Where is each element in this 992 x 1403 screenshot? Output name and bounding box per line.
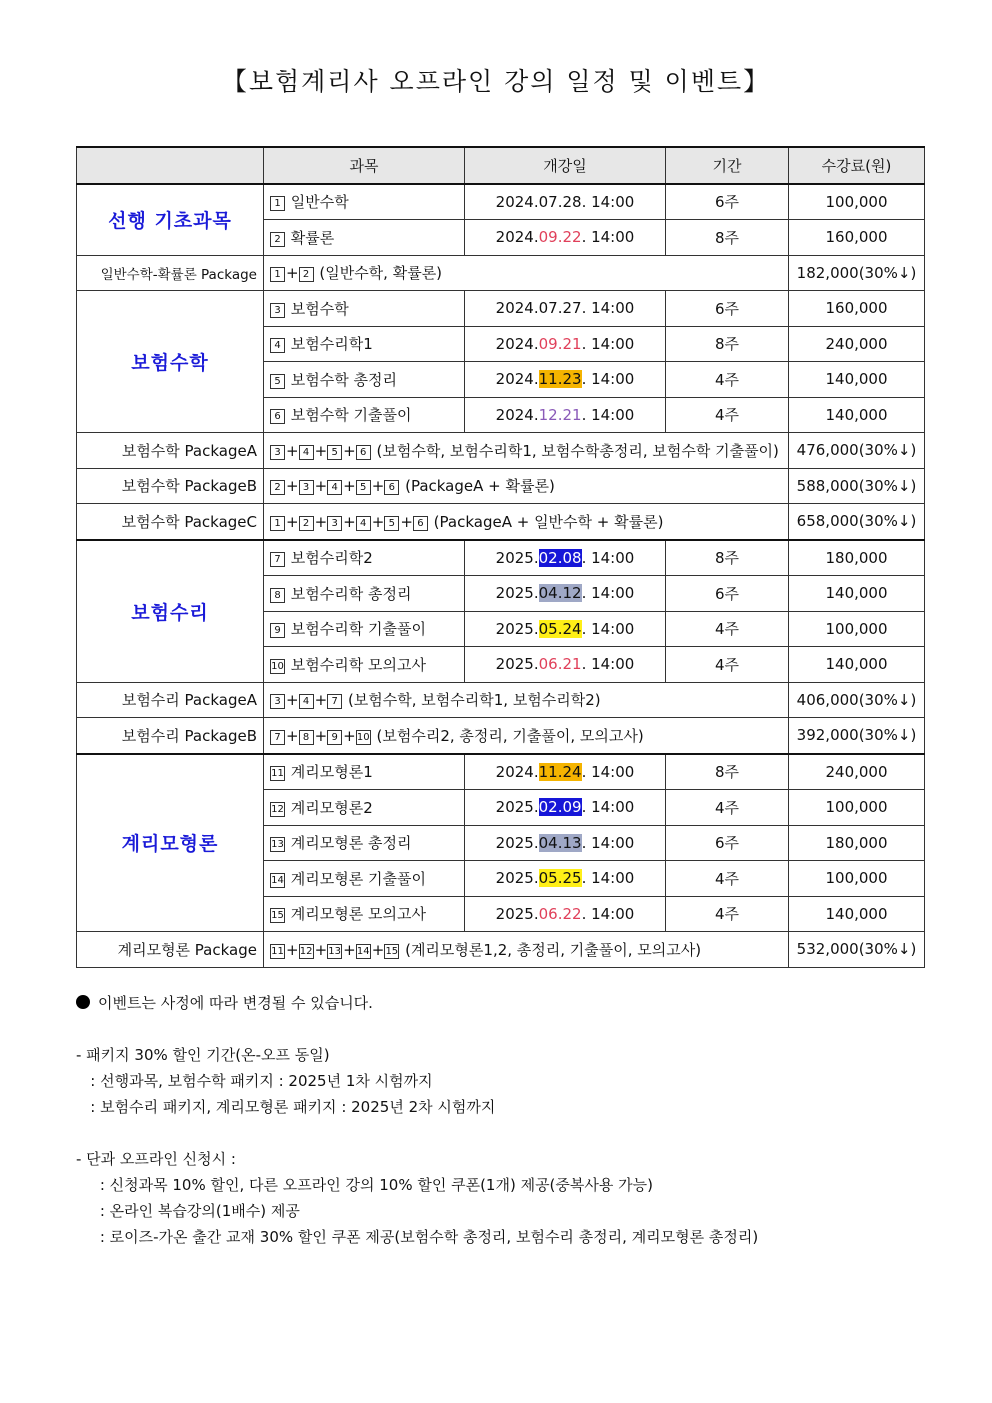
number-box: 11: [271, 945, 284, 957]
header-start-date: 개강일: [465, 147, 666, 184]
start-date: 2024.09.22. 14:00: [465, 220, 666, 256]
number-box: 9: [270, 623, 285, 638]
fee: 160,000: [789, 220, 925, 256]
number-box: 2: [299, 516, 314, 531]
package-fee: 476,000(30%↓): [789, 433, 925, 469]
fee: 100,000: [789, 611, 925, 647]
package-fee: 588,000(30%↓): [789, 468, 925, 504]
period: 8주: [666, 540, 789, 576]
package-desc: 7 + 8 + 9 +10 (보험수리2, 총정리, 기출풀이, 모의고사): [264, 718, 789, 754]
package-name: 일반수학-확률론 Package: [77, 255, 264, 291]
number-box: 11: [271, 768, 284, 780]
section-label: 보험수리: [77, 540, 264, 683]
note-line: : 선행과목, 보험수학 패키지 : 2025년 1차 시험까지: [76, 1072, 433, 1090]
course-name: 확률론: [290, 228, 335, 247]
package-desc: 2 + 3 + 4 + 5 + 6 (PackageA + 확률론): [264, 468, 789, 504]
start-date: 2025.02.09. 14:00: [465, 790, 666, 826]
fee: 180,000: [789, 540, 925, 576]
start-date: 2025.06.22. 14:00: [465, 896, 666, 932]
note-line: - 단과 오프라인 신청시 :: [76, 1150, 236, 1168]
package-row: [77, 468, 925, 504]
period: 4주: [666, 861, 789, 897]
package-name: 보험수학 PackageC: [77, 504, 264, 540]
number-box: 7: [270, 730, 285, 745]
package-fee: 182,000(30%↓): [789, 255, 925, 291]
period: 8주: [666, 326, 789, 362]
section-label: 계리모형론: [77, 754, 264, 932]
note-line: 이벤트는 사정에 따라 변경될 수 있습니다.: [76, 990, 758, 1016]
number-box: 7: [270, 552, 285, 567]
fee: 100,000: [789, 790, 925, 826]
number-box: 4: [299, 445, 314, 460]
fee: 240,000: [789, 754, 925, 790]
period: 4주: [666, 790, 789, 826]
number-box: 3: [270, 694, 285, 709]
number-box: 10: [356, 731, 370, 743]
bullet-icon: [76, 995, 90, 1009]
fee: 140,000: [789, 896, 925, 932]
number-box: 1: [270, 196, 285, 211]
number-box: 2: [299, 267, 314, 282]
period: 6주: [666, 576, 789, 612]
table-row: [77, 540, 925, 576]
number-box: 13: [271, 839, 284, 851]
period: 4주: [666, 362, 789, 398]
package-fee: 532,000(30%↓): [789, 932, 925, 968]
package-name: 계리모형론 Package: [77, 932, 264, 968]
number-box: 3: [270, 445, 285, 460]
number-box: 3: [270, 303, 285, 318]
package-row: [77, 504, 925, 540]
start-date: 2024.11.24. 14:00: [465, 754, 666, 790]
number-box: 8: [270, 588, 285, 603]
start-date: 2024.12.21. 14:00: [465, 397, 666, 433]
start-date: 2025.06.21. 14:00: [465, 647, 666, 683]
start-date: 2025.05.24. 14:00: [465, 611, 666, 647]
package-desc: 3 + 4 + 7 (보험수학, 보험수리학1, 보험수리학2): [264, 682, 789, 718]
period: 6주: [666, 184, 789, 220]
period: 4주: [666, 397, 789, 433]
period: 6주: [666, 291, 789, 327]
course-name: 계리모형론 기출풀이: [290, 869, 426, 888]
package-row: [77, 682, 925, 718]
number-box: 6: [384, 480, 399, 495]
section-label: 보험수학: [77, 291, 264, 433]
course-name: 일반수학: [290, 193, 349, 212]
course-name: 보험수리학 총정리: [290, 584, 412, 603]
package-name: 보험수학 PackageA: [77, 433, 264, 469]
note-line: : 온라인 복습강의(1배수) 제공: [76, 1202, 300, 1220]
course-name: 보험수리학 모의고사: [290, 655, 426, 674]
package-desc: 1 + 2 + 3 + 4 + 5 + 6 (PackageA + 일반수학 + 확률론): [264, 504, 789, 540]
number-box: 4: [299, 694, 314, 709]
number-box: 2: [270, 480, 285, 495]
fee: 140,000: [789, 647, 925, 683]
number-box: 9: [327, 730, 342, 745]
period: 4주: [666, 611, 789, 647]
package-desc: 1 + 2 (일반수학, 확률론): [264, 255, 789, 291]
section-label: 선행 기초과목: [77, 184, 264, 256]
package-name: 보험수학 PackageB: [77, 468, 264, 504]
note-line: : 신청과목 10% 할인, 다른 오프라인 강의 10% 할인 쿠폰(1개) 제공(중복사용 가능): [76, 1176, 653, 1194]
fee: 100,000: [789, 184, 925, 220]
package-fee: 406,000(30%↓): [789, 682, 925, 718]
number-box: 15: [385, 945, 399, 957]
start-date: 2025.04.12. 14:00: [465, 576, 666, 612]
period: 4주: [666, 647, 789, 683]
fee: 140,000: [789, 576, 925, 612]
fee: 180,000: [789, 825, 925, 861]
course-name: 보험수리학1: [290, 335, 373, 354]
start-date: 2025.04.13. 14:00: [465, 825, 666, 861]
package-desc: 11 +12 +13 +14 +15 (계리모형론1,2, 총정리, 기출풀이, 모의고사): [264, 932, 789, 968]
number-box: 4: [356, 516, 371, 531]
course-name: 보험수학 총정리: [290, 370, 397, 389]
start-date: 2024.11.23. 14:00: [465, 362, 666, 398]
start-date: 2024.07.28. 14:00: [465, 184, 666, 220]
package-name: 보험수리 PackageA: [77, 682, 264, 718]
number-box: 3: [299, 480, 314, 495]
number-box: 4: [270, 338, 285, 353]
number-box: 8: [299, 730, 314, 745]
number-box: 14: [356, 945, 370, 957]
number-box: 12: [271, 803, 284, 815]
header-empty: [77, 147, 264, 184]
course-name: 보험수학 기출풀이: [290, 406, 412, 425]
number-box: 2: [270, 232, 285, 247]
header-fee: 수강료(원): [789, 147, 925, 184]
package-row: [77, 932, 925, 968]
fee: 160,000: [789, 291, 925, 327]
start-date: 2025.02.08. 14:00: [465, 540, 666, 576]
notes-section: [76, 990, 758, 1250]
course-name: 계리모형론 모의고사: [290, 905, 426, 924]
start-date: 2025.05.25. 14:00: [465, 861, 666, 897]
number-box: 1: [270, 267, 285, 282]
note-line: : 로이즈-가온 출간 교재 30% 할인 쿠폰 제공(보험수학 총정리, 보험수리 총정리, 계리모형론 총정리): [76, 1228, 759, 1246]
table-row: [77, 184, 925, 220]
package-fee: 392,000(30%↓): [789, 718, 925, 754]
number-box: 6: [413, 516, 428, 531]
period: 6주: [666, 825, 789, 861]
number-box: 14: [271, 874, 284, 886]
course-name: 계리모형론2: [290, 798, 373, 817]
table-header-row: [77, 147, 925, 184]
course-name: 계리모형론1: [290, 763, 373, 782]
page-title: 【보험계리사 오프라인 강의 일정 및 이벤트】: [221, 67, 771, 96]
fee: 140,000: [789, 362, 925, 398]
number-box: 6: [270, 409, 285, 424]
start-date: 2024.09.21. 14:00: [465, 326, 666, 362]
fee: 240,000: [789, 326, 925, 362]
period: 8주: [666, 754, 789, 790]
package-fee: 658,000(30%↓): [789, 504, 925, 540]
fee: 140,000: [789, 397, 925, 433]
number-box: 5: [356, 480, 371, 495]
package-name: 보험수리 PackageB: [77, 718, 264, 754]
course-name: 보험수학: [290, 299, 349, 318]
package-row: [77, 433, 925, 469]
fee: 100,000: [789, 861, 925, 897]
number-box: 5: [270, 374, 285, 389]
number-box: 12: [299, 945, 313, 957]
course-name: 보험수리학 기출풀이: [290, 620, 426, 639]
table-row: [77, 754, 925, 790]
schedule-table: [76, 146, 925, 968]
period: 4주: [666, 896, 789, 932]
period: 8주: [666, 220, 789, 256]
number-box: 6: [356, 445, 371, 460]
header-period: 기간: [666, 147, 789, 184]
number-box: 4: [327, 480, 342, 495]
number-box: 15: [271, 910, 284, 922]
package-row: [77, 255, 925, 291]
table-row: [77, 291, 925, 327]
number-box: 5: [384, 516, 399, 531]
note-line: : 보험수리 패키지, 계리모형론 패키지 : 2025년 2차 시험까지: [76, 1098, 496, 1116]
package-row: [77, 718, 925, 754]
number-box: 1: [270, 516, 285, 531]
number-box: 10: [271, 660, 284, 672]
package-desc: 3 + 4 + 5 + 6 (보험수학, 보험수리학1, 보험수학총정리, 보험수학 기출풀이): [264, 433, 789, 469]
header-subject: 과목: [264, 147, 465, 184]
number-box: 7: [327, 694, 342, 709]
number-box: 3: [327, 516, 342, 531]
course-name: 보험수리학2: [290, 549, 373, 568]
start-date: 2024.07.27. 14:00: [465, 291, 666, 327]
number-box: 5: [327, 445, 342, 460]
note-line: - 패키지 30% 할인 기간(온-오프 동일): [76, 1046, 330, 1064]
number-box: 13: [328, 945, 342, 957]
course-name: 계리모형론 총정리: [290, 834, 412, 853]
